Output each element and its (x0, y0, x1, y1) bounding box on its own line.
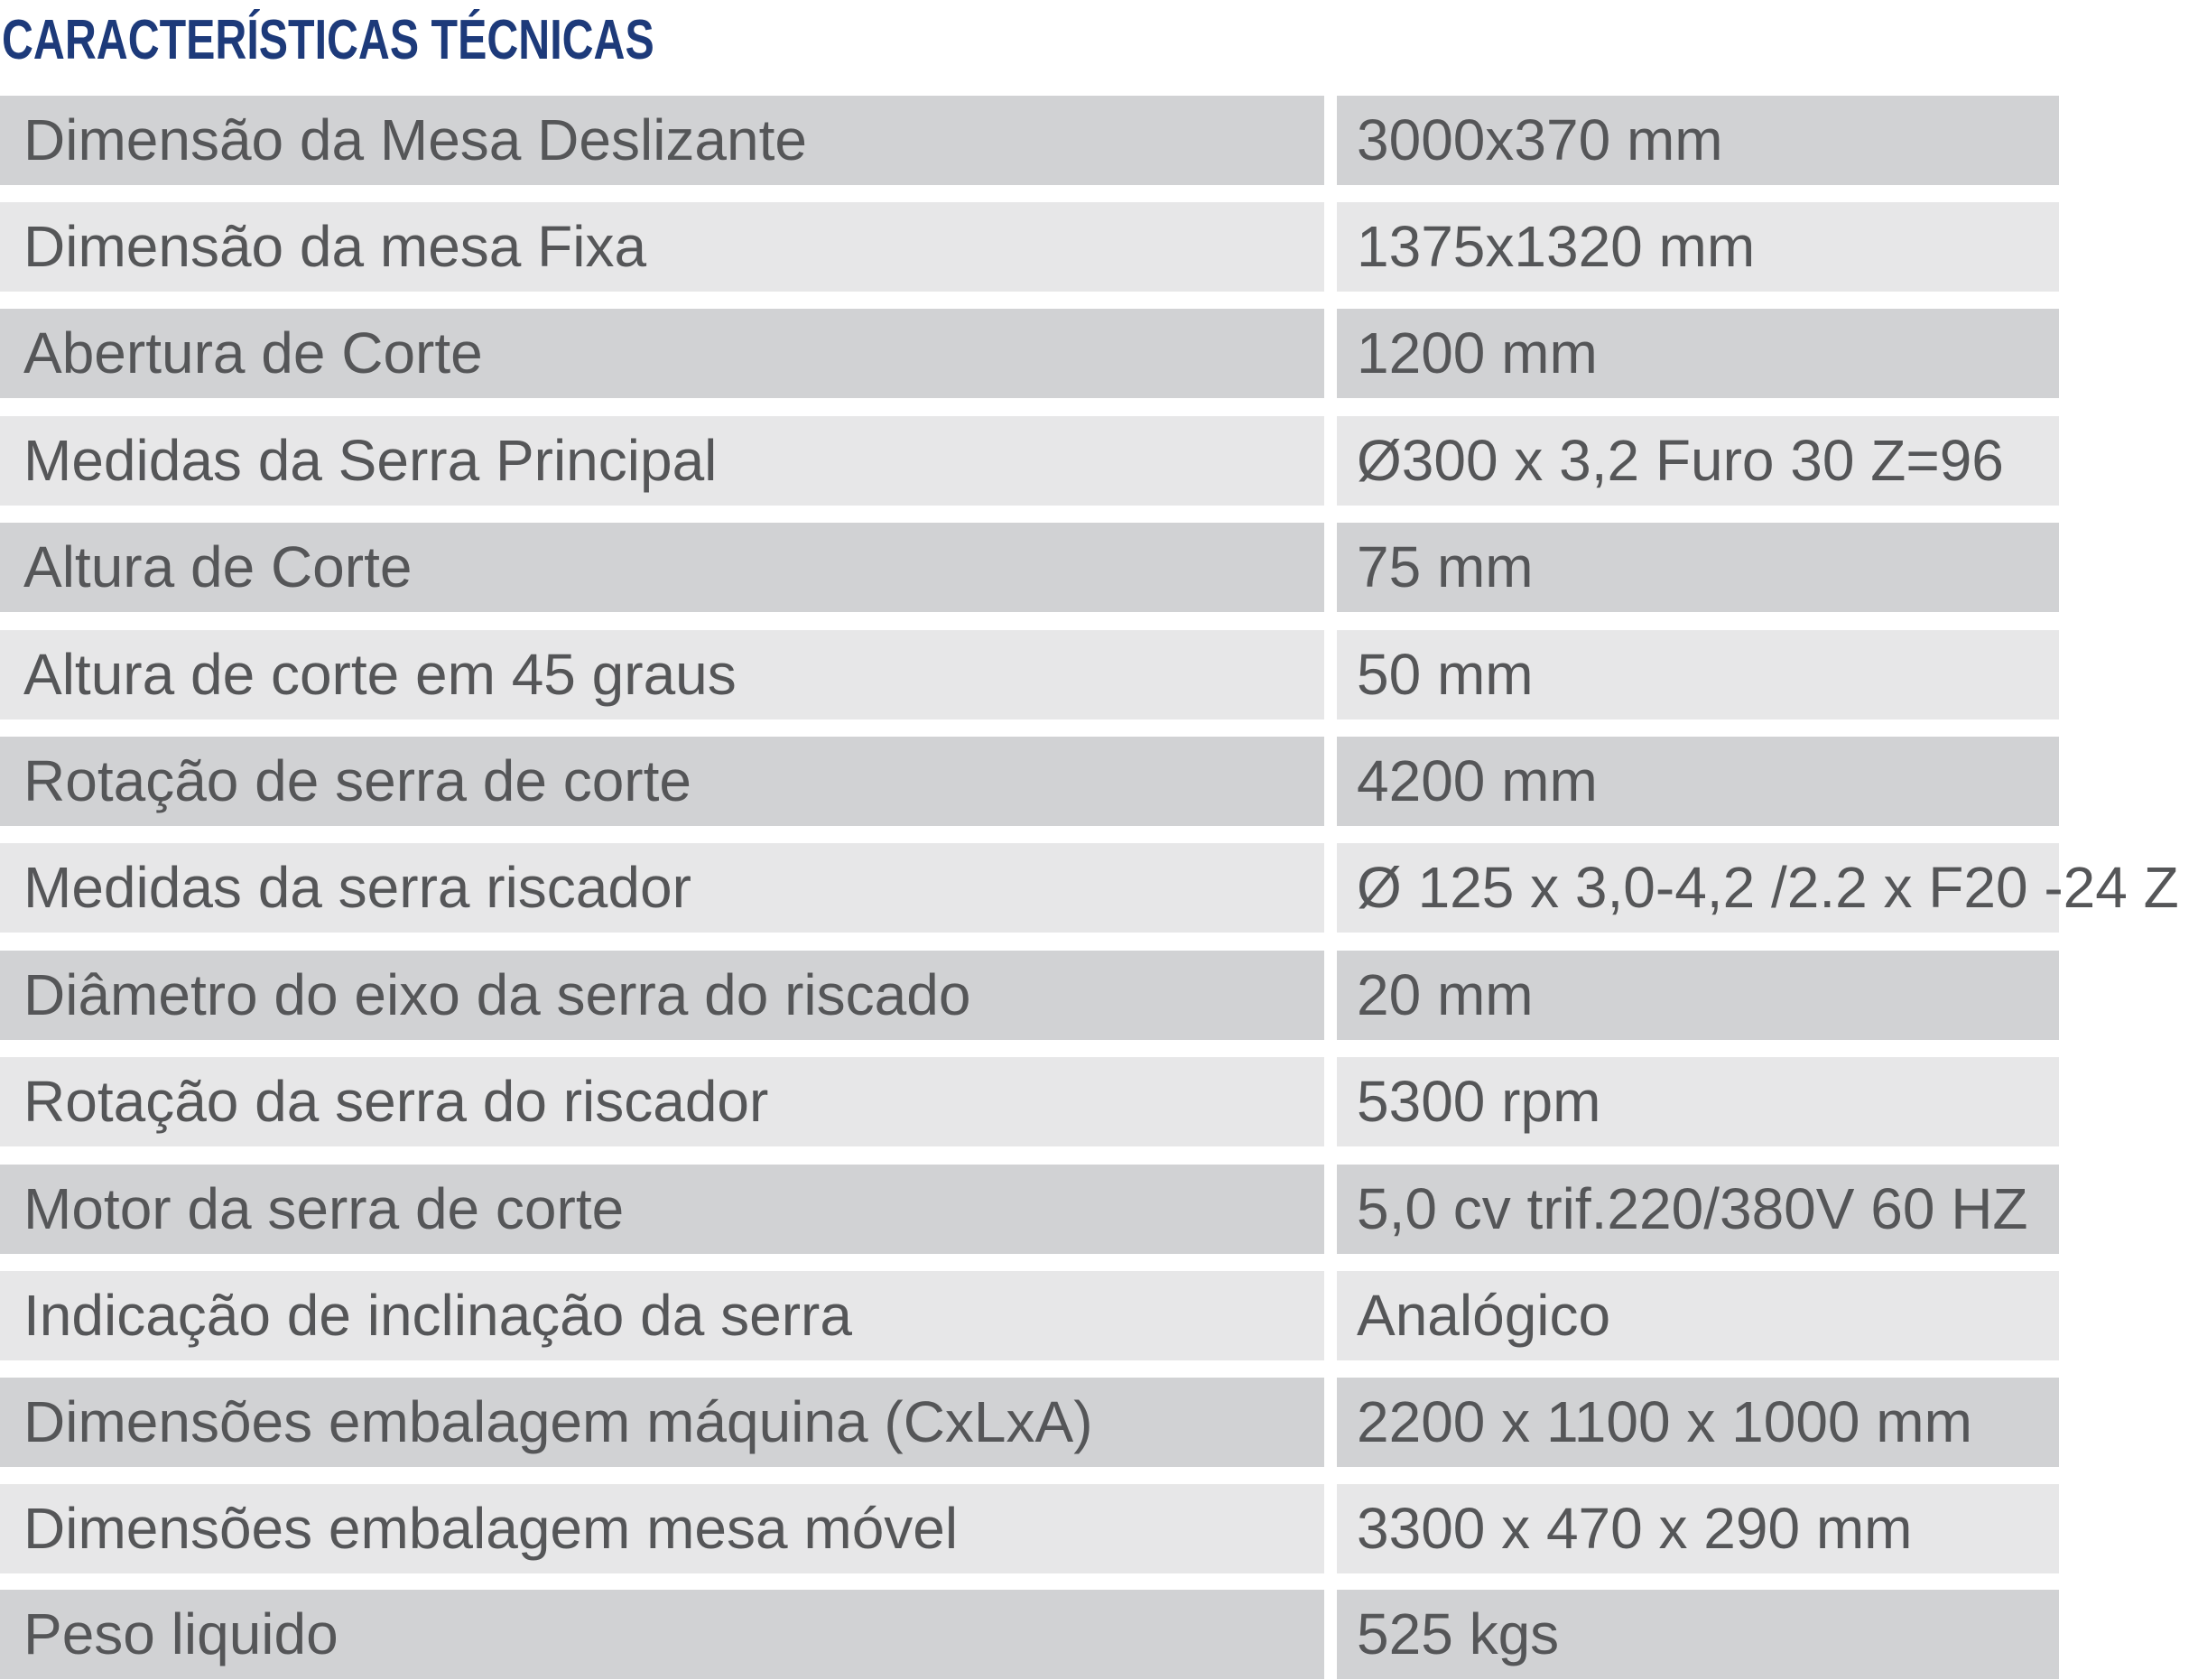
spec-value: 2200 x 1100 x 1000 mm (1337, 1378, 2059, 1467)
spec-value: Ø300 x 3,2 Furo 30 Z=96 (1337, 416, 2059, 506)
spec-value: Analógico (1337, 1271, 2059, 1360)
table-row (0, 843, 2198, 933)
table-row (0, 96, 2198, 185)
spec-label: Motor da serra de corte (0, 1165, 1324, 1254)
spec-value: 3000x370 mm (1337, 96, 2059, 185)
spec-label: Indicação de inclinação da serra (0, 1271, 1324, 1360)
spec-value: 75 mm (1337, 523, 2059, 612)
spec-value: 1200 mm (1337, 309, 2059, 398)
table-row (0, 309, 2198, 398)
spec-value: 50 mm (1337, 630, 2059, 719)
spec-label: Altura de Corte (0, 523, 1324, 612)
spec-label: Medidas da Serra Principal (0, 416, 1324, 506)
spec-label: Dimensões embalagem mesa móvel (0, 1484, 1324, 1573)
table-row (0, 523, 2198, 612)
spec-value: 525 kgs (1337, 1590, 2059, 1679)
spec-label: Altura de corte em 45 graus (0, 630, 1324, 719)
table-row (0, 1165, 2198, 1254)
table-row (0, 1057, 2198, 1146)
spec-label: Rotação de serra de corte (0, 737, 1324, 826)
spec-value: 1375x1320 mm (1337, 202, 2059, 292)
table-row (0, 630, 2198, 719)
table-row (0, 1271, 2198, 1360)
table-row (0, 1484, 2198, 1573)
table-row (0, 951, 2198, 1040)
table-row (0, 1378, 2198, 1467)
table-row (0, 416, 2198, 506)
spec-label: Abertura de Corte (0, 309, 1324, 398)
spec-label: Rotação da serra do riscador (0, 1057, 1324, 1146)
spec-value: 3300 x 470 x 290 mm (1337, 1484, 2059, 1573)
table-row (0, 737, 2198, 826)
spec-label: Dimensão da mesa Fixa (0, 202, 1324, 292)
spec-label: Medidas da serra riscador (0, 843, 1324, 933)
spec-value: Ø 125 x 3,0-4,2 /2.2 x F20 -24 Z (1337, 843, 2059, 933)
spec-label: Diâmetro do eixo da serra do riscado (0, 951, 1324, 1040)
spec-value: 5300 rpm (1337, 1057, 2059, 1146)
table-row (0, 202, 2198, 292)
spec-value: 20 mm (1337, 951, 2059, 1040)
spec-value: 4200 mm (1337, 737, 2059, 826)
spec-label: Dimensão da Mesa Deslizante (0, 96, 1324, 185)
spec-label: Dimensões embalagem máquina (CxLxA) (0, 1378, 1324, 1467)
spec-value: 5,0 cv trif.220/380V 60 HZ (1337, 1165, 2059, 1254)
page-title: CARACTERÍSTICAS TÉCNICAS (2, 9, 654, 71)
spec-label: Peso liquido (0, 1590, 1324, 1679)
table-row (0, 1590, 2198, 1679)
